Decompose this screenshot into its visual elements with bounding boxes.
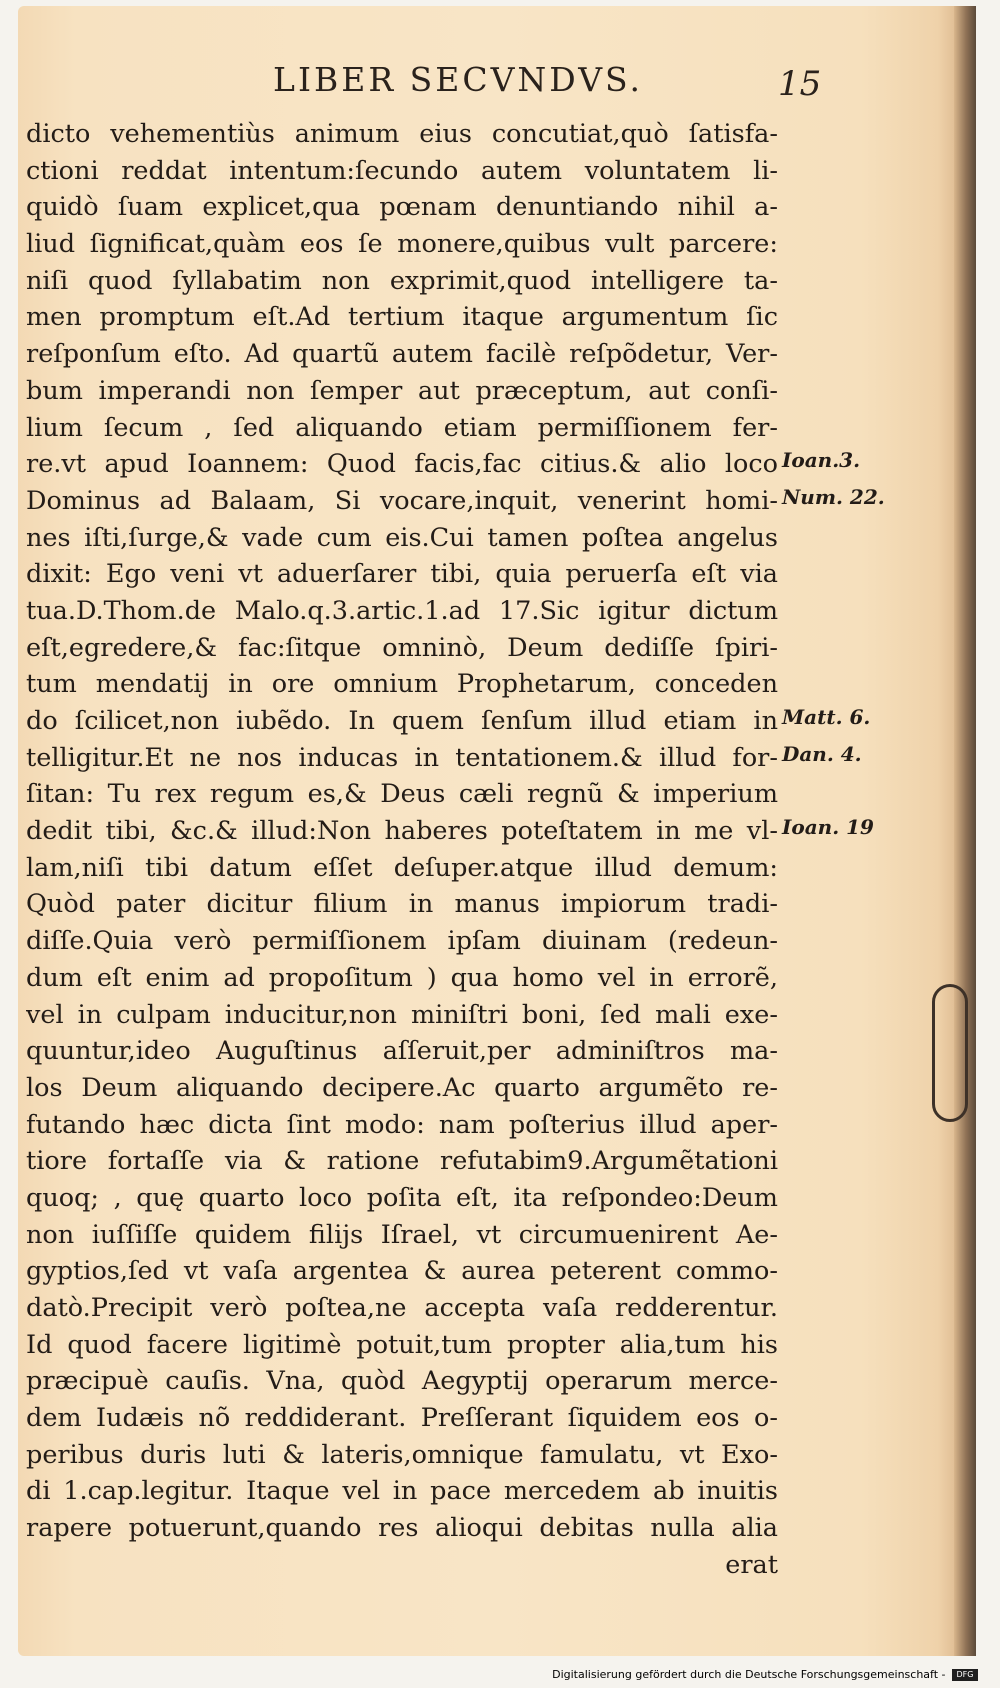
text-line: quoq; , quę quarto loco poſita eſt, ita reſpondeo:Deum: [26, 1182, 778, 1213]
text-line: los Deum aliquando decipere.Ac quarto argumẽto re-: [26, 1072, 778, 1103]
margin-reference: Num. 22.: [782, 485, 885, 509]
text-line: futando hæc dicta ſint modo: nam poſterius illud aper-: [26, 1109, 778, 1140]
margin-reference: Dan. 4.: [782, 741, 862, 766]
digitization-credit: [552, 1668, 978, 1681]
text-line: vel in culpam inducitur,non miniſtri boni, ſed mali exe-: [26, 999, 778, 1030]
text-line: lam,niſi tibi datum eſſet deſuper.atque illud demum:: [26, 852, 778, 883]
text-line: Quòd pater dicitur filium in manus impiorum tradi-: [26, 889, 778, 920]
text-line: ctioni reddat intentum:ſecundo autem voluntatem li-: [26, 155, 778, 186]
text-line: quuntur,ideo Auguſtinus aſſeruit,per adminiſtros ma-: [26, 1036, 778, 1067]
text-line: tiore fortaſſe via & ratione refutabim9.Argumẽtationi: [26, 1146, 778, 1177]
text-line: liud ſignificat,quàm eos ſe monere,quibus vult parcere:: [26, 229, 778, 260]
text-line: diſſe.Quia verò permiſſionem ipſam diuinam (redeun-: [26, 926, 778, 957]
margin-reference: Matt. 6.: [782, 705, 871, 730]
text-line: non iuſſiſſe quidem filijs Iſrael, vt circumuenirent Ae-: [26, 1219, 778, 1250]
catchword: erat: [725, 1549, 778, 1580]
text-line: peribus duris luti & lateris,omnique famulatu, vt Exo-: [26, 1439, 778, 1470]
text-line: Id quod facere ligitimè potuit,tum propter alia,tum his: [26, 1329, 778, 1360]
body-text: [26, 116, 778, 1584]
clasp-mark: [932, 984, 968, 1122]
text-line: datò.Precipit verò poſtea,ne accepta vaſa redderentur.: [26, 1293, 778, 1323]
text-line: dem Iudæis nõ reddiderant. Preſſerant ſiquidem eos o-: [26, 1403, 778, 1434]
text-line: ſitan: Tu rex regum es,& Deus cæli regnũ & imperium: [26, 779, 778, 810]
text-line: re.vt apud Ioannem: Quod facis,fac citius.& alio loco: [26, 449, 778, 480]
text-line: di 1.cap.legitur. Itaque vel in pace mercedem ab inuitis: [26, 1476, 778, 1507]
text-line: eſt,egredere,& fac:ſitque omninò, Deum dediſſe ſpiri-: [26, 632, 778, 663]
running-title: LIBER SECVNDVS.: [273, 60, 643, 99]
text-line: bum imperandi non ſemper aut præceptum, aut conſi-: [26, 375, 778, 406]
text-line: dicto vehementiùs animum eius concutiat,quò ſatisfa-: [26, 119, 778, 149]
text-line: niſi quod ſyllabatim non exprimit,quod intelligere ta-: [26, 265, 778, 296]
text-line: dixit: Ego veni vt aduerſarer tibi, quia peruerſa eſt via: [26, 559, 778, 590]
text-line: quidò ſuam explicet,qua pœnam denuntiando nihil a-: [26, 192, 778, 223]
text-line: Dominus ad Balaam, Si vocare,inquit, venerint homi-: [26, 485, 778, 516]
text-line: præcipuè cauſis. Vna, quòd Aegyptij operarum merce-: [26, 1366, 778, 1397]
page-number: 15: [778, 64, 822, 104]
text-line: reſponſum eſto. Ad quartũ autem facilè reſpõdetur, Ver-: [26, 339, 778, 370]
text-line: tua.D.Thom.de Malo.q.3.artic.1.ad 17.Sic igitur dictum: [26, 595, 778, 626]
dfg-logo: DFG: [952, 1669, 978, 1681]
credit-text: Digitalisierung gefördert durch die Deutsche Forschungsgemeinschaft -: [552, 1668, 946, 1681]
text-line: dum eſt enim ad propoſitum ) qua homo vel in errorẽ,: [26, 962, 778, 993]
book-page: [18, 6, 976, 1656]
text-line: nes iſti,ſurge,& vade cum eis.Cui tamen poſtea angelus: [26, 522, 778, 553]
margin-reference: Ioan.3.: [782, 448, 861, 473]
margin-reference: Ioan. 19: [782, 815, 874, 840]
text-line: dedit tibi, &c.& illud:Non haberes poteſtatem in me vl-: [26, 816, 778, 847]
text-line: gyptios,ſed vt vaſa argentea & aurea peterent commo-: [26, 1256, 778, 1287]
text-line: tum mendatij in ore omnium Prophetarum, conceden: [26, 669, 778, 700]
text-line: lium ſecum , ſed aliquando etiam permiſſionem fer-: [26, 412, 778, 443]
text-line: do ſcilicet,non iubẽdo. In quem ſenſum illud etiam in: [26, 706, 778, 736]
text-line: rapere potuerunt,quando res alioqui debitas nulla alia: [26, 1513, 778, 1544]
text-line: telligitur.Et ne nos inducas in tentationem.& illud for-: [26, 742, 778, 773]
text-line: men promptum eſt.Ad tertium itaque argumentum ſic: [26, 302, 778, 333]
page-edge: [954, 6, 976, 1656]
